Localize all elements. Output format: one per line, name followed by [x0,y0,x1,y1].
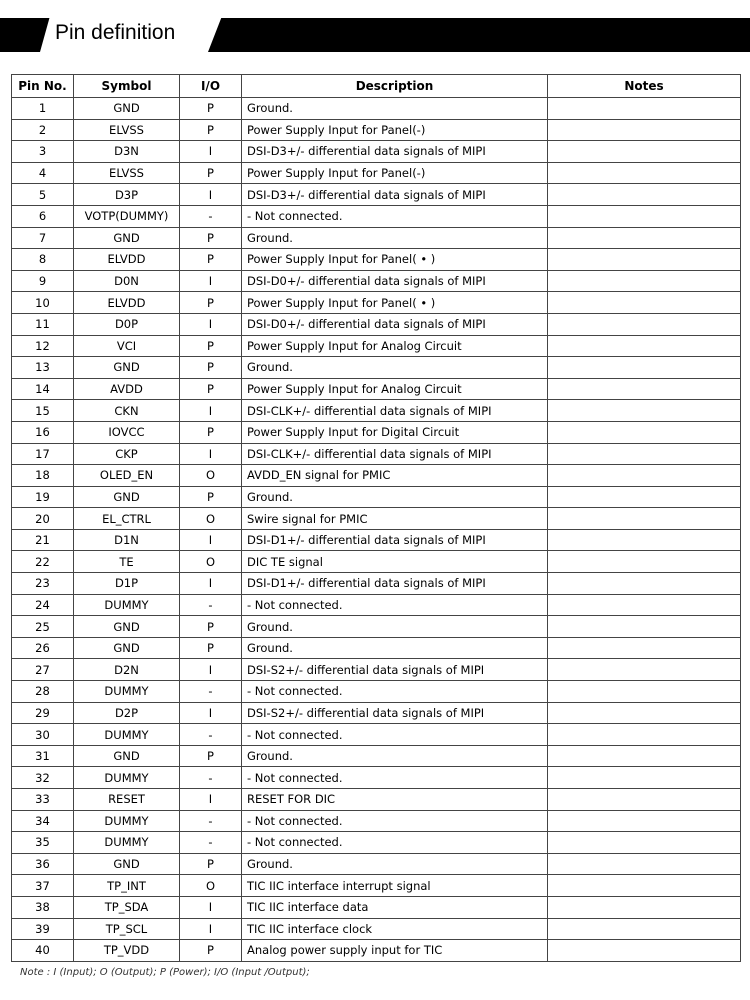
notes-cell [548,767,741,789]
pin-number-cell: 27 [12,659,74,681]
io-cell: - [180,767,242,789]
description-cell: Power Supply Input for Digital Circuit [242,421,548,443]
table-row [12,465,741,487]
notes-cell [548,465,741,487]
io-cell: P [180,98,242,120]
description-cell: - Not connected. [242,724,548,746]
io-cell: - [180,681,242,703]
notes-cell [548,832,741,854]
table-row [12,810,741,832]
table-row [12,767,741,789]
table-row [12,486,741,508]
table-row [12,637,741,659]
notes-cell [548,508,741,530]
io-cell: I [180,313,242,335]
symbol-cell: DUMMY [74,810,180,832]
description-cell: Ground. [242,616,548,638]
pin-number-cell: 40 [12,940,74,962]
io-cell: P [180,421,242,443]
description-cell: DSI-CLK+/- differential data signals of MIPI [242,400,548,422]
description-cell: Power Supply Input for Panel( • ) [242,249,548,271]
io-cell: P [180,227,242,249]
io-cell: O [180,551,242,573]
description-cell: Power Supply Input for Analog Circuit [242,378,548,400]
symbol-cell: D2N [74,659,180,681]
notes-cell [548,249,741,271]
io-cell: I [180,141,242,163]
description-cell: Power Supply Input for Analog Circuit [242,335,548,357]
symbol-cell: GND [74,853,180,875]
symbol-cell: GND [74,98,180,120]
io-cell: I [180,529,242,551]
io-cell: P [180,378,242,400]
pin-number-cell: 32 [12,767,74,789]
table-row [12,421,741,443]
description-cell: Ground. [242,486,548,508]
symbol-cell: GND [74,486,180,508]
notes-cell [548,378,741,400]
symbol-cell: EL_CTRL [74,508,180,530]
pin-number-cell: 16 [12,421,74,443]
pin-number-cell: 11 [12,313,74,335]
symbol-cell: GND [74,357,180,379]
table-row [12,681,741,703]
pin-number-cell: 36 [12,853,74,875]
description-cell: - Not connected. [242,594,548,616]
description-cell: - Not connected. [242,810,548,832]
notes-cell [548,98,741,120]
io-cell: P [180,292,242,314]
table-row [12,918,741,940]
notes-cell [548,486,741,508]
description-cell: DSI-D0+/- differential data signals of MIPI [242,270,548,292]
column-header-description: Description [242,75,548,98]
table-row [12,313,741,335]
symbol-cell: DUMMY [74,681,180,703]
symbol-cell: DUMMY [74,724,180,746]
io-cell: P [180,616,242,638]
description-cell: Power Supply Input for Panel(-) [242,119,548,141]
description-cell: Power Supply Input for Panel(-) [242,162,548,184]
symbol-cell: TP_SCL [74,918,180,940]
symbol-cell: VCI [74,335,180,357]
symbol-cell: DUMMY [74,594,180,616]
table-row [12,896,741,918]
symbol-cell: OLED_EN [74,465,180,487]
table-row [12,789,741,811]
description-cell: - Not connected. [242,832,548,854]
pin-number-cell: 30 [12,724,74,746]
table-row [12,508,741,530]
description-cell: DSI-D1+/- differential data signals of MIPI [242,573,548,595]
pin-number-cell: 12 [12,335,74,357]
pin-number-cell: 37 [12,875,74,897]
symbol-cell: D3N [74,141,180,163]
description-cell: DSI-CLK+/- differential data signals of MIPI [242,443,548,465]
table-row [12,227,741,249]
table-row [12,875,741,897]
pin-number-cell: 19 [12,486,74,508]
notes-cell [548,875,741,897]
pin-number-cell: 35 [12,832,74,854]
pin-number-cell: 21 [12,529,74,551]
table-row [12,832,741,854]
pin-number-cell: 28 [12,681,74,703]
description-cell: DSI-D0+/- differential data signals of MIPI [242,313,548,335]
pin-number-cell: 38 [12,896,74,918]
symbol-cell: GND [74,227,180,249]
notes-cell [548,270,741,292]
io-cell: P [180,357,242,379]
io-cell: - [180,205,242,227]
description-cell: RESET FOR DIC [242,789,548,811]
column-header-symbol: Symbol [74,75,180,98]
pin-number-cell: 39 [12,918,74,940]
pin-number-cell: 7 [12,227,74,249]
table-row [12,594,741,616]
io-cell: O [180,465,242,487]
io-cell: I [180,789,242,811]
page-title: Pin definition [55,21,176,44]
notes-cell [548,141,741,163]
table-row [12,443,741,465]
description-cell: AVDD_EN signal for PMIC [242,465,548,487]
io-cell: - [180,594,242,616]
notes-cell [548,918,741,940]
symbol-cell: AVDD [74,378,180,400]
notes-cell [548,745,741,767]
symbol-cell: D2P [74,702,180,724]
description-cell: Ground. [242,745,548,767]
pin-number-cell: 3 [12,141,74,163]
symbol-cell: GND [74,745,180,767]
notes-cell [548,421,741,443]
pin-number-cell: 22 [12,551,74,573]
description-cell: DSI-S2+/- differential data signals of MIPI [242,702,548,724]
description-cell: Swire signal for PMIC [242,508,548,530]
description-cell: DSI-D3+/- differential data signals of MIPI [242,141,548,163]
notes-cell [548,205,741,227]
symbol-cell: GND [74,637,180,659]
column-header-pin-no: Pin No. [12,75,74,98]
pin-number-cell: 31 [12,745,74,767]
table-row [12,551,741,573]
pin-definition-table [11,74,741,962]
description-cell: Analog power supply input for TIC [242,940,548,962]
description-cell: Ground. [242,98,548,120]
table-body [12,98,741,962]
io-cell: P [180,940,242,962]
notes-cell [548,162,741,184]
symbol-cell: DUMMY [74,832,180,854]
pin-number-cell: 18 [12,465,74,487]
notes-cell [548,573,741,595]
description-cell: TIC IIC interface interrupt signal [242,875,548,897]
io-cell: P [180,162,242,184]
symbol-cell: DUMMY [74,767,180,789]
io-cell: O [180,508,242,530]
pin-number-cell: 23 [12,573,74,595]
notes-cell [548,313,741,335]
io-cell: O [180,875,242,897]
description-cell: - Not connected. [242,767,548,789]
table-row [12,702,741,724]
description-cell: DSI-S2+/- differential data signals of MIPI [242,659,548,681]
table-row [12,659,741,681]
notes-cell [548,659,741,681]
io-cell: I [180,659,242,681]
table-row [12,162,741,184]
notes-cell [548,119,741,141]
symbol-cell: VOTP(DUMMY) [74,205,180,227]
description-cell: Ground. [242,357,548,379]
symbol-cell: RESET [74,789,180,811]
symbol-cell: D0P [74,313,180,335]
pin-number-cell: 34 [12,810,74,832]
symbol-cell: TP_VDD [74,940,180,962]
io-cell: I [180,918,242,940]
description-cell: Ground. [242,853,548,875]
description-cell: Ground. [242,227,548,249]
pin-number-cell: 5 [12,184,74,206]
table-row [12,616,741,638]
io-cell: - [180,810,242,832]
table-header-row [12,75,741,98]
pin-number-cell: 13 [12,357,74,379]
symbol-cell: D0N [74,270,180,292]
notes-cell [548,724,741,746]
description-cell: DIC TE signal [242,551,548,573]
footnote: Note : I (Input); O (Output); P (Power); I/O (Input /Output); [20,967,310,978]
table-row [12,249,741,271]
notes-cell [548,789,741,811]
symbol-cell: TP_INT [74,875,180,897]
description-cell: DSI-D3+/- differential data signals of MIPI [242,184,548,206]
notes-cell [548,594,741,616]
io-cell: P [180,486,242,508]
pin-number-cell: 14 [12,378,74,400]
notes-cell [548,853,741,875]
io-cell: P [180,335,242,357]
table-row [12,940,741,962]
symbol-cell: D1P [74,573,180,595]
symbol-cell: CKN [74,400,180,422]
pin-number-cell: 2 [12,119,74,141]
pin-number-cell: 10 [12,292,74,314]
notes-cell [548,940,741,962]
notes-cell [548,702,741,724]
pin-number-cell: 1 [12,98,74,120]
symbol-cell: ELVSS [74,162,180,184]
notes-cell [548,400,741,422]
pin-number-cell: 29 [12,702,74,724]
io-cell: I [180,184,242,206]
description-cell: - Not connected. [242,205,548,227]
table-row [12,573,741,595]
symbol-cell: ELVDD [74,249,180,271]
io-cell: - [180,724,242,746]
notes-cell [548,637,741,659]
symbol-cell: IOVCC [74,421,180,443]
io-cell: I [180,400,242,422]
pin-number-cell: 25 [12,616,74,638]
table-row [12,270,741,292]
symbol-cell: TP_SDA [74,896,180,918]
description-cell: DSI-D1+/- differential data signals of MIPI [242,529,548,551]
table-row [12,205,741,227]
description-cell: TIC IIC interface data [242,896,548,918]
table-row [12,141,741,163]
description-cell: TIC IIC interface clock [242,918,548,940]
column-header-io: I/O [180,75,242,98]
symbol-cell: TE [74,551,180,573]
notes-cell [548,335,741,357]
pin-number-cell: 20 [12,508,74,530]
pin-number-cell: 17 [12,443,74,465]
pin-number-cell: 4 [12,162,74,184]
table-row [12,335,741,357]
table-row [12,400,741,422]
description-cell: Power Supply Input for Panel( • ) [242,292,548,314]
pin-number-cell: 33 [12,789,74,811]
description-cell: Ground. [242,637,548,659]
io-cell: I [180,573,242,595]
io-cell: I [180,896,242,918]
notes-cell [548,443,741,465]
notes-cell [548,529,741,551]
io-cell: I [180,443,242,465]
io-cell: P [180,249,242,271]
description-cell: - Not connected. [242,681,548,703]
notes-cell [548,292,741,314]
io-cell: P [180,119,242,141]
io-cell: I [180,270,242,292]
io-cell: P [180,637,242,659]
table-row [12,184,741,206]
io-cell: P [180,745,242,767]
pin-number-cell: 24 [12,594,74,616]
notes-cell [548,681,741,703]
column-header-notes: Notes [548,75,741,98]
symbol-cell: D1N [74,529,180,551]
table-row [12,853,741,875]
symbol-cell: D3P [74,184,180,206]
notes-cell [548,357,741,379]
notes-cell [548,810,741,832]
pin-number-cell: 26 [12,637,74,659]
pin-number-cell: 9 [12,270,74,292]
notes-cell [548,896,741,918]
table-row [12,529,741,551]
pin-number-cell: 6 [12,205,74,227]
io-cell: - [180,832,242,854]
symbol-cell: ELVDD [74,292,180,314]
table-row [12,98,741,120]
table-row [12,378,741,400]
symbol-cell: ELVSS [74,119,180,141]
notes-cell [548,616,741,638]
table-row [12,745,741,767]
io-cell: I [180,702,242,724]
notes-cell [548,551,741,573]
table-row [12,292,741,314]
pin-number-cell: 15 [12,400,74,422]
table-row [12,357,741,379]
symbol-cell: CKP [74,443,180,465]
table-row [12,119,741,141]
pin-number-cell: 8 [12,249,74,271]
symbol-cell: GND [74,616,180,638]
io-cell: P [180,853,242,875]
notes-cell [548,184,741,206]
notes-cell [548,227,741,249]
table-row [12,724,741,746]
